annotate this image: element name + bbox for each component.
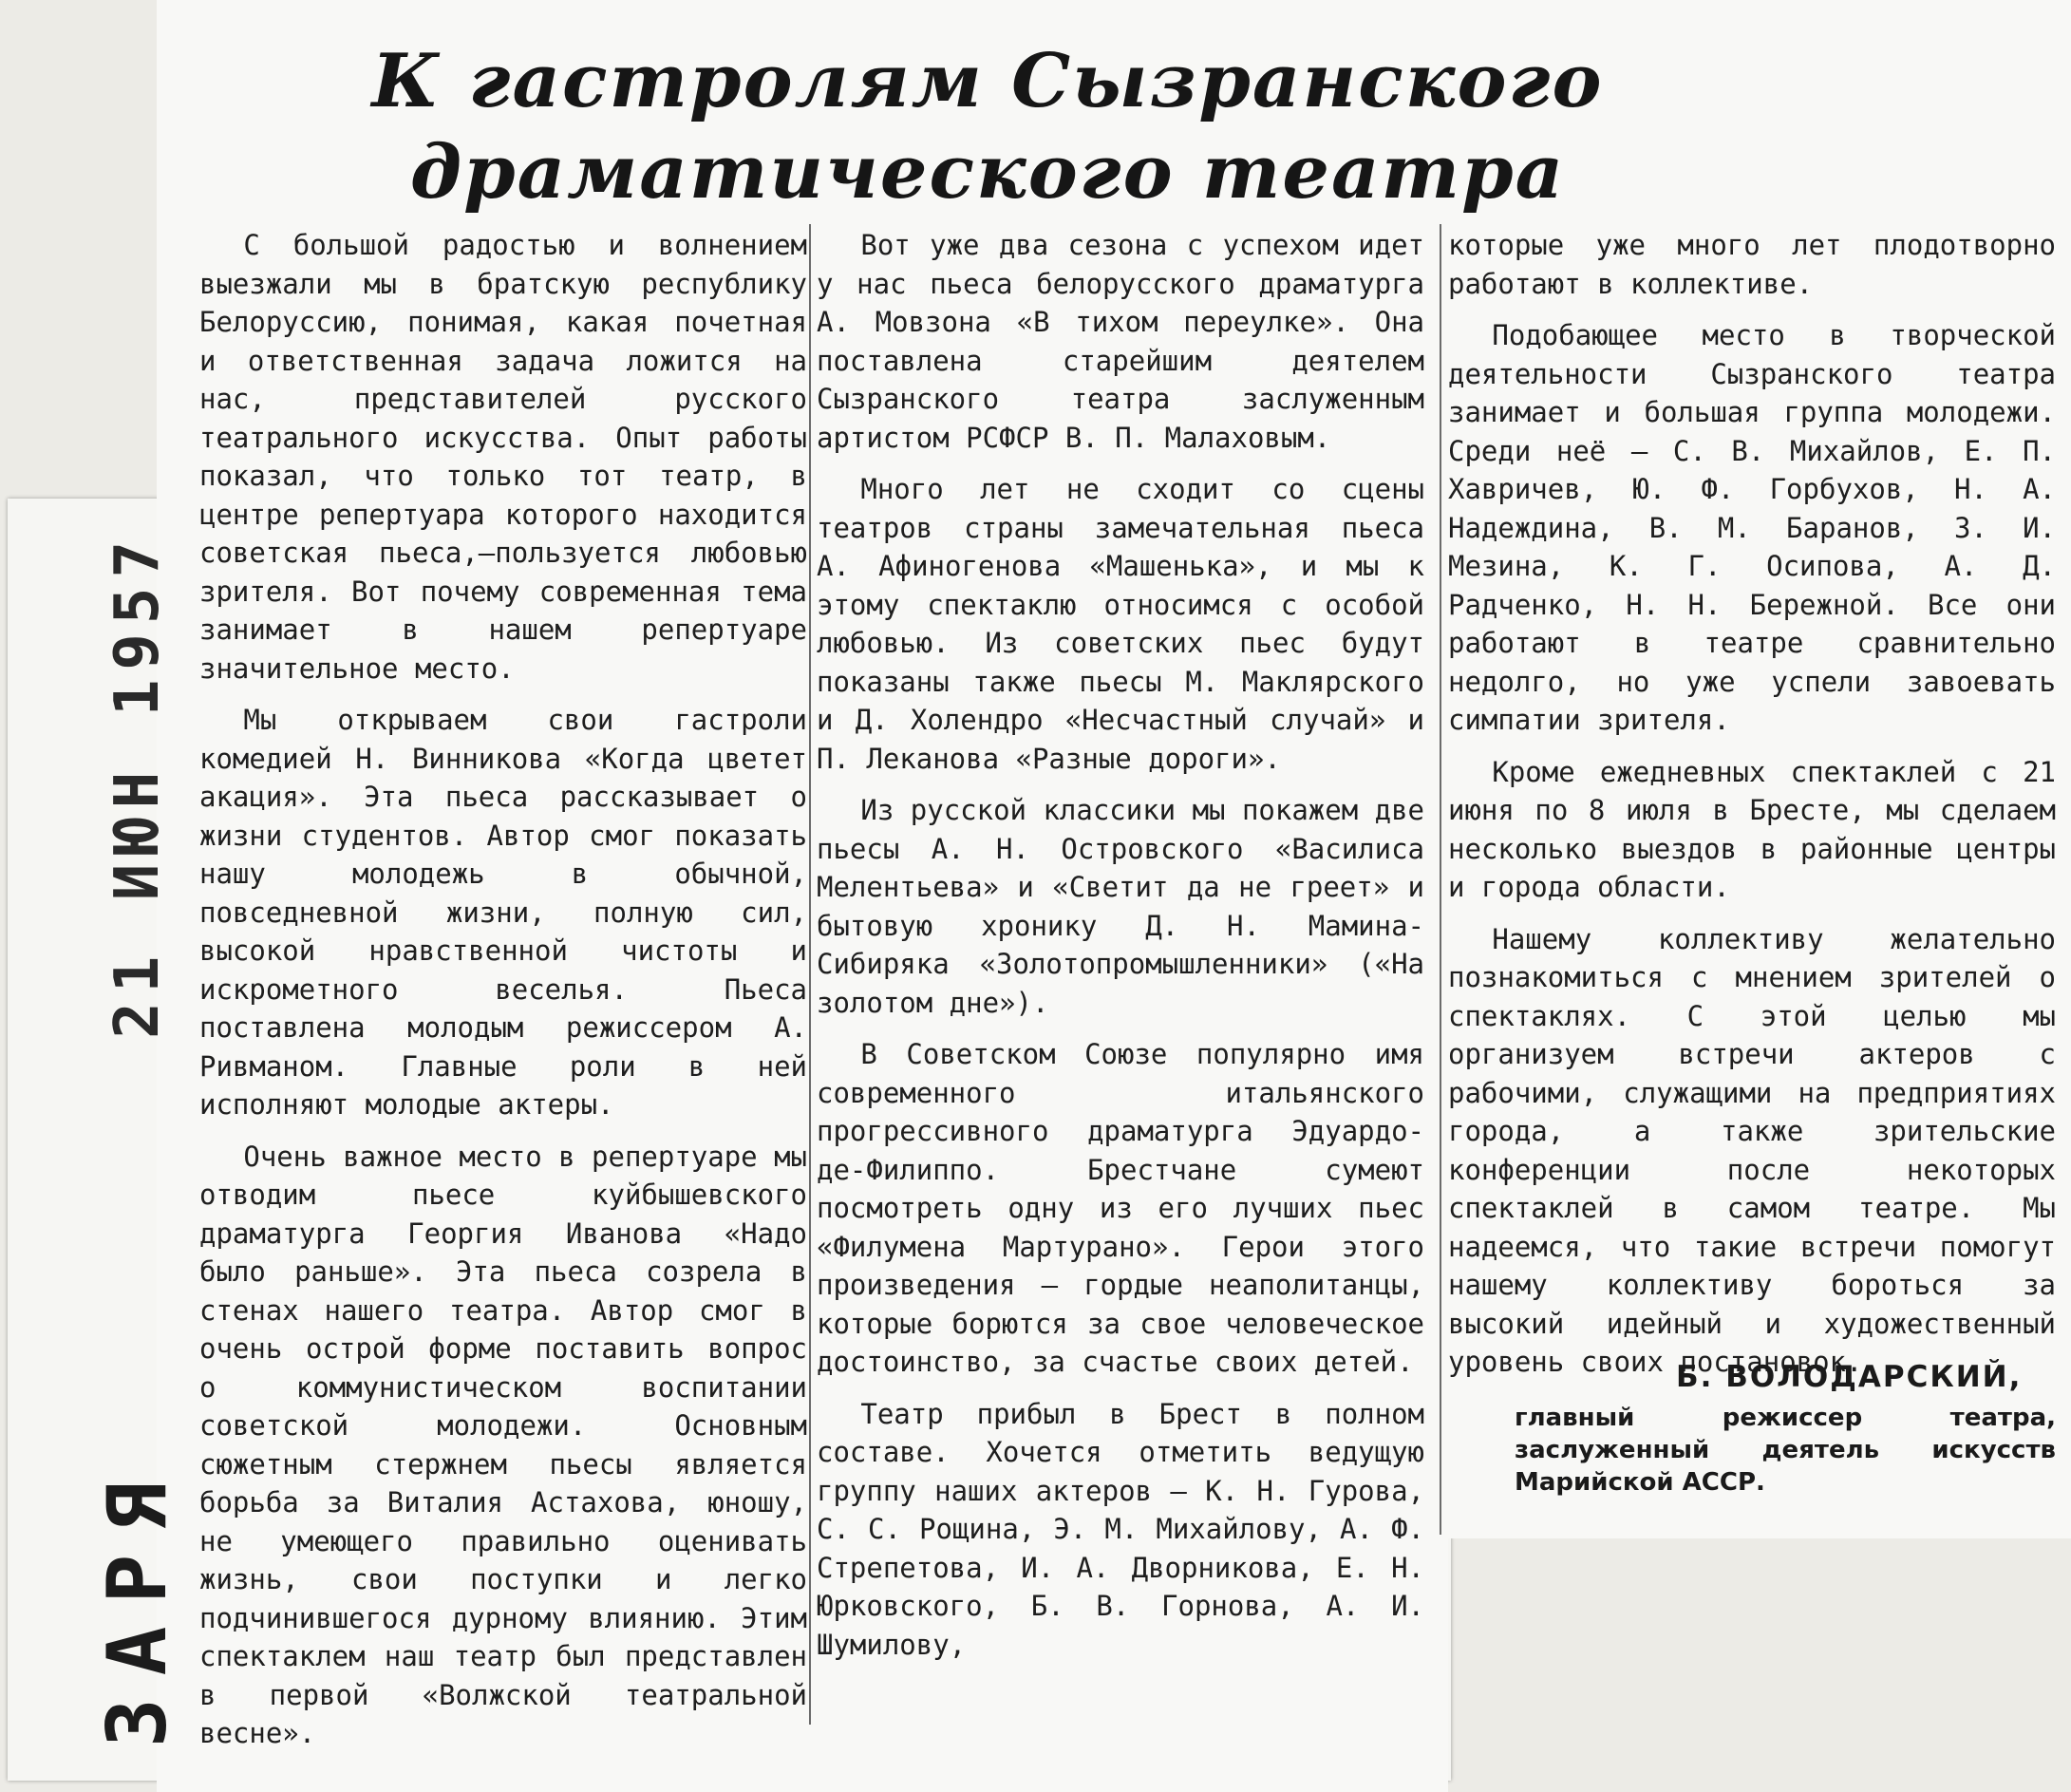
article-headline: К гастролям Сызранского драматического театра: [371, 38, 1604, 216]
paragraph: В Советском Союзе популярно имя современного итальянского прогрессивного драматурга Эдуардо-де-Филиппо. Брестчане сумеют посмотреть одну из его лучших пьес «Филумена Мартурано». Герои этого произведения — гордые неаполитанцы, которые борются за свое человеческое достоинство, за счастье своих детей.: [817, 1038, 1424, 1378]
author-position: главный режиссер театра, заслуженный деятель искусств Марийской АССР.: [1515, 1404, 2056, 1497]
author-name: Б. ВОЛОДАРСКИЙ,: [1676, 1360, 2023, 1394]
paragraph: Из русской классики мы покажем две пьесы А. Н. Островского «Василиса Мелентьева» и «Светит да не греет» и бытовую хронику Д. Н. Мамина-Сибиряка «Золотопромышленники» («На золотом дне»).: [817, 794, 1425, 1019]
article-column-1: [199, 226, 807, 1766]
paragraph: Мы открываем свои гастроли комедией Н. Винникова «Когда цветет акация». Эта пьеса рассказывает о жизни студентов. Автор смог показать нашу молодежь в обычной, повседневной жизни, полную сил, высокой нравственной чистоты и искрометного веселья. Пьеса поставлена молодым режиссером А. Ривманом. Главные роли в ней исполняют молодые актеры.: [199, 704, 807, 1121]
paragraph: Очень важное место в репертуаре мы отводим пьесе куйбышевского драматурга Георгия Иванова «Надо было раньше». Эта пьеса созрела в стенах нашего театра. Автор смог в очень острой форме поставить вопрос о коммунистическом воспитании советской молодежи. Основным сюжетным стержнем пьесы является борьба за Виталия Астахова, юношу, не умеющего правильно оценивать жизнь, свои поступки и легко подчинившегося дурному влиянию. Этим спектаклем наш театр был представлен в первой «Волжской театральной весне».: [199, 1140, 808, 1749]
paragraph: Нашему коллективу желательно познакомиться с мнением зрителей о спектаклях. С этой целью мы организуем встречи актеров с рабочими, служащими на предприятиях города, а также зрительские конференции после некоторых спектаклей в самом театре. Мы надеемся, что такие встречи помогут нашему коллективу бороться за высокий идейный и художественный уровень своих постановок.: [1448, 922, 2056, 1378]
paragraph: которые уже много лет плодотворно работают в коллективе.: [1448, 229, 2056, 300]
paragraph: Кроме ежедневных спектаклей с 21 июня по 8 июля в Бресте, мы сделаем несколько выездов в районные центры и города области.: [1448, 755, 2056, 903]
paragraph: Театр прибыл в Брест в полном составе. Хочется отметить ведущую группу наших актеров — К. Н. Гурова, С. С. Рощина, Э. М. Михайлову, А. Ф. Стрепетова, И. А. Дворникова, Е. Н. Юрковского, Б. В. Горнова, А. И. Шумилову,: [817, 1397, 1424, 1661]
author-signature: [1515, 1360, 2056, 1499]
paragraph: Подобающее место в творческой деятельности Сызранского театра занимает и большая группа молодежи. Среди неё — С. В. Михайлов, Е. П. Хавричев, Ю. Ф. Горбухов, Н. А. Надеждина, В. М. Баранов, З. И. Мезина, К. Г. Осипова, А. Д. Радченко, Н. Н. Бережной. Все они работают в театре сравнительно недолго, но уже успели завоевать симпатии зрителя.: [1448, 319, 2056, 736]
article-column-2: [817, 226, 1424, 1677]
archive-stamp: [90, 532, 185, 1747]
paragraph: С большой радостью и волнением выезжали мы в братскую республику Белоруссию, понимая, какая почетная и ответственная задача ложится на нас, представителей русского театрального искусства. Опыт работы показал, что только тот театр, в центре репертуара которого находится советская пьеса,—пользуется любовью зрителя. Вот почему современная тема занимает в нашем репертуаре значительное место.: [199, 229, 807, 685]
paragraph: Много лет не сходит со сцены театров страны замечательная пьеса А. Афиногенова «Машенька», и мы к этому спектаклю относимся с особой любовью. Из советских пьес будут показаны также пьесы М. Маклярского и Д. Холендро «Несчастный случай» и П. Леканова «Разные дороги».: [817, 473, 1424, 775]
paragraph: Вот уже два сезона с успехом идет у нас пьеса белорусского драматурга А. Мовзона «В тихом переулке». Она поставлена старейшим деятелем Сызранского театра заслуженным артистом РСФСР В. П. Малаховым.: [817, 229, 1424, 454]
stamp-date: 21 ИЮН 1957: [103, 532, 173, 1039]
column-divider: [809, 224, 811, 1725]
stamp-newspaper-name: ЗАРЯ: [90, 1459, 185, 1747]
column-divider: [1440, 224, 1441, 1535]
article-column-3: [1448, 226, 2056, 1395]
